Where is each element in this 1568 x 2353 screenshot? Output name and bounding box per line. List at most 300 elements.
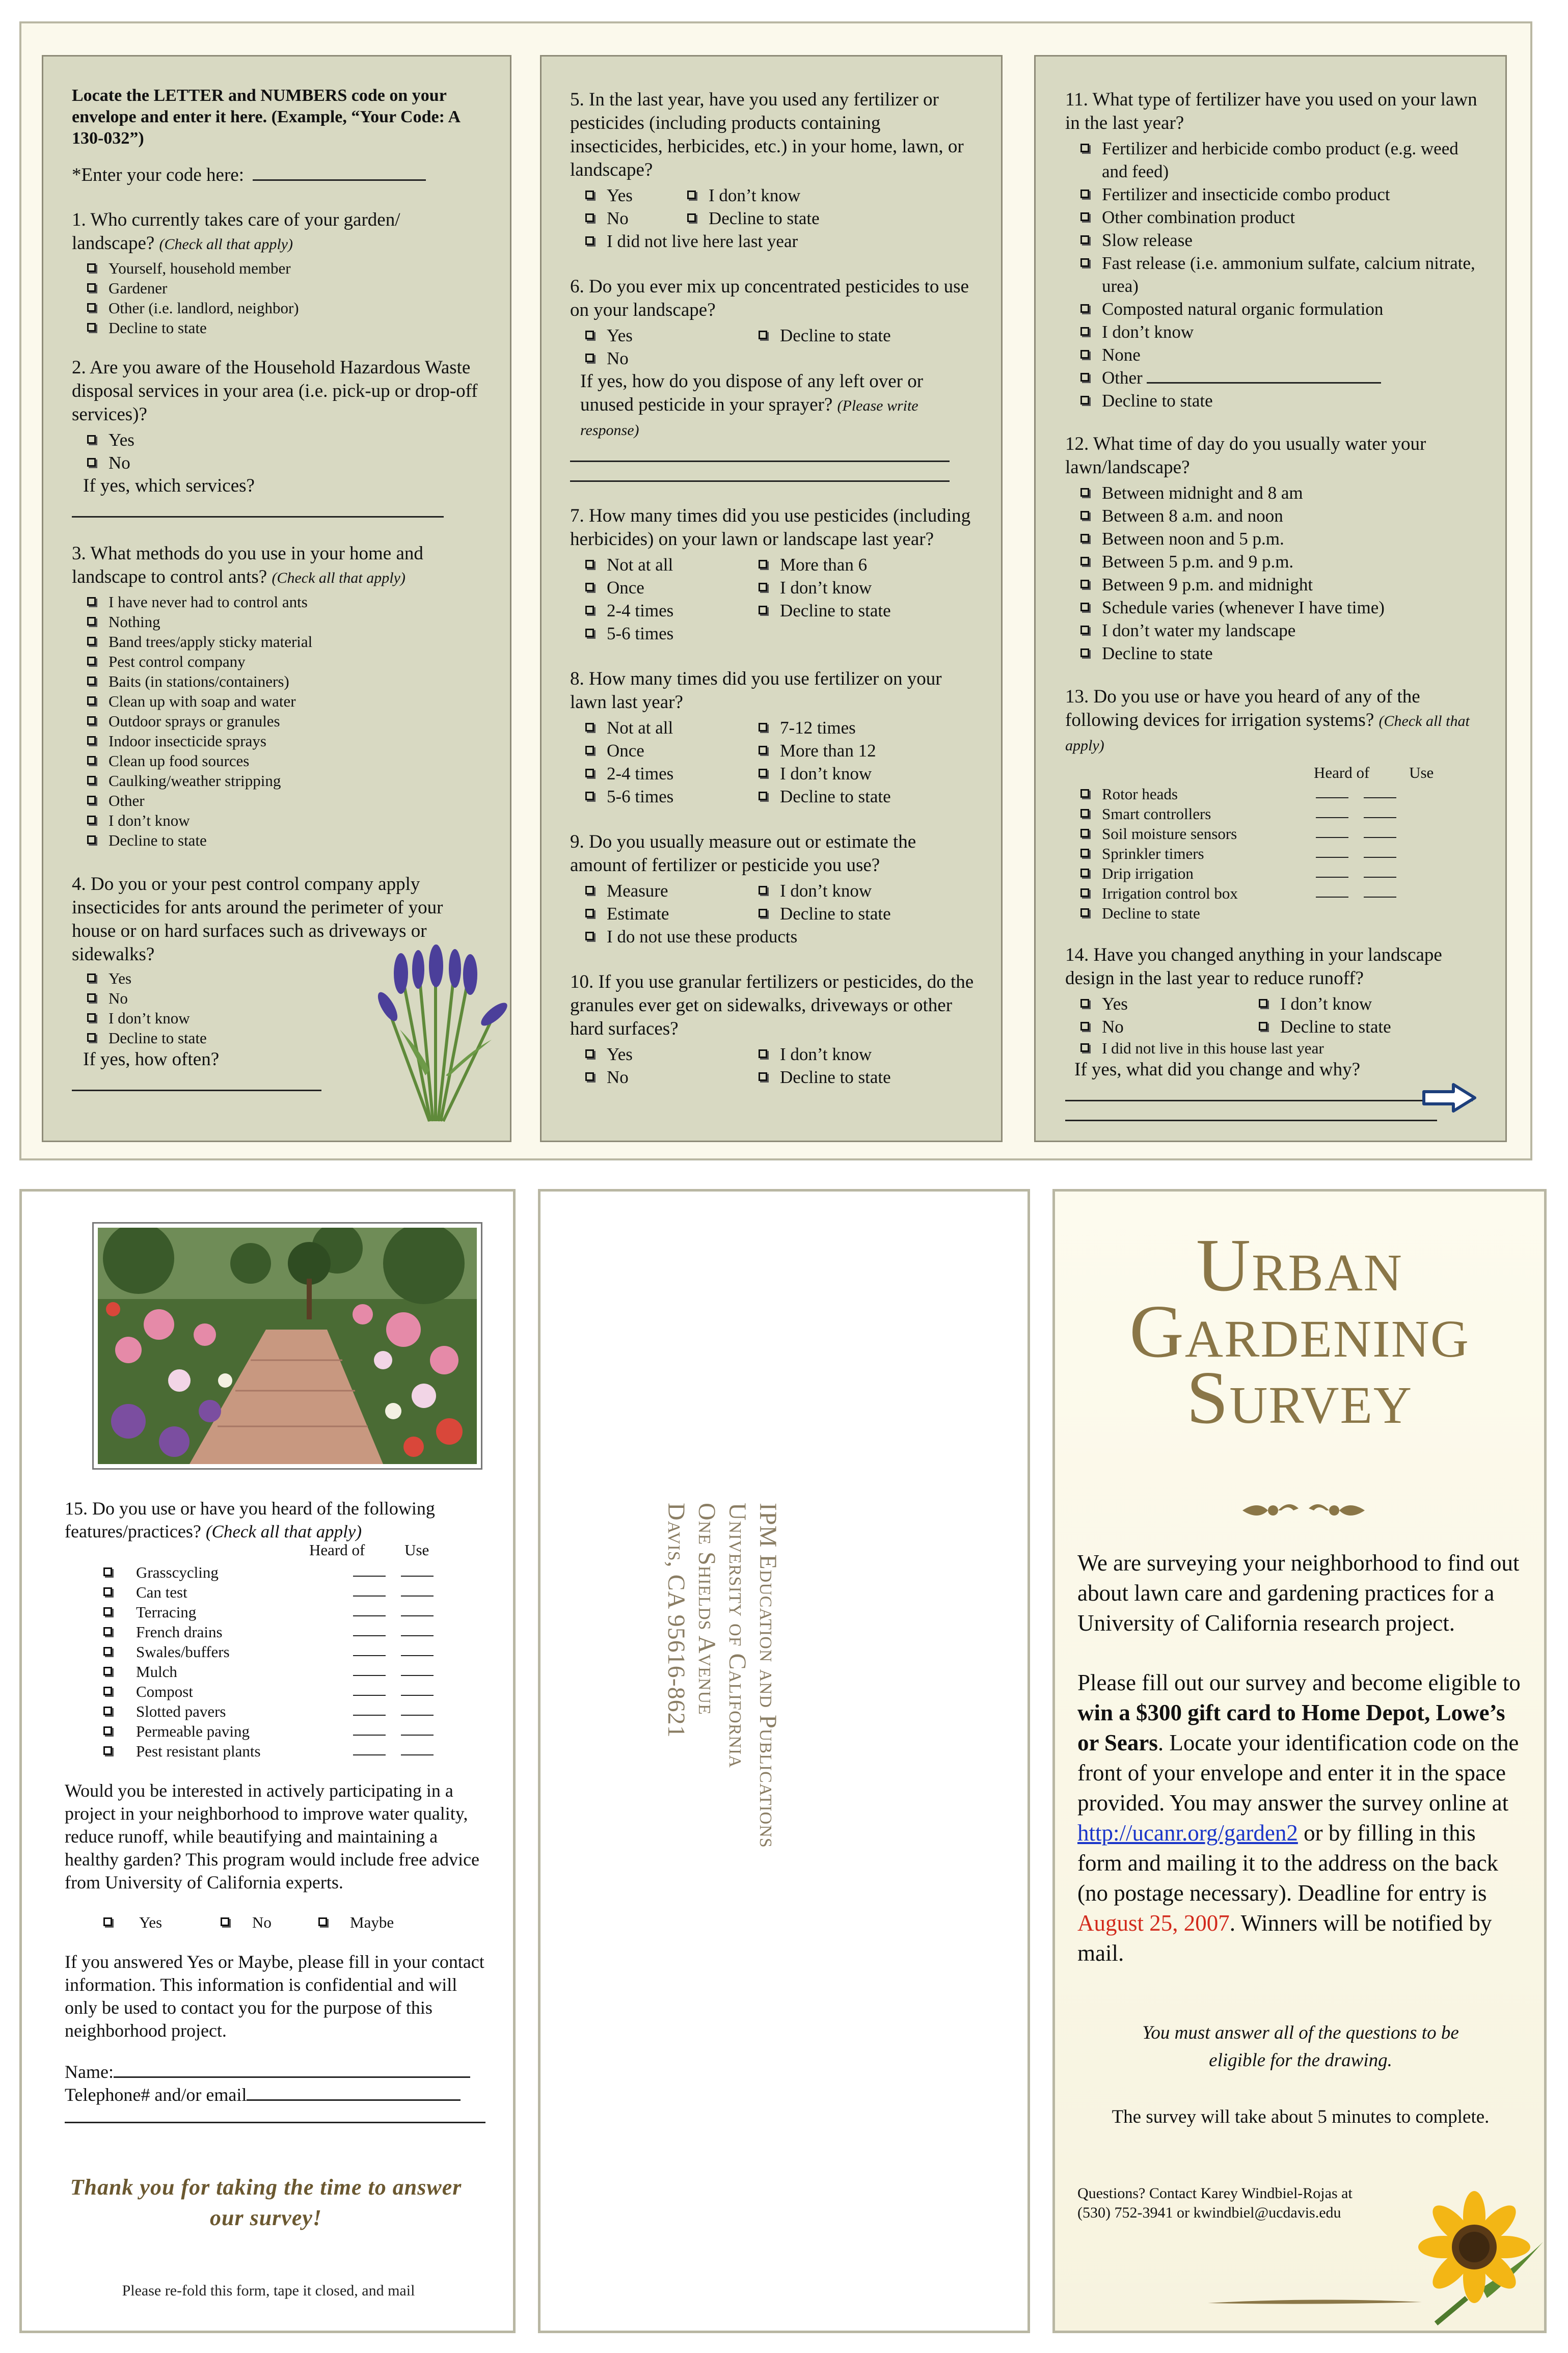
panel-questions-5-10 xyxy=(540,55,1003,1142)
checkbox-icon[interactable] xyxy=(585,723,594,732)
checkbox-icon[interactable] xyxy=(585,236,594,245)
question-13-header: Heard of Use xyxy=(1314,764,1434,781)
checkbox-icon[interactable] xyxy=(1080,626,1089,634)
q8-option[interactable]: I don’t know xyxy=(743,762,976,785)
garden-path-image xyxy=(98,1228,477,1464)
q3-option[interactable]: Pest control company xyxy=(72,652,479,671)
q3-option[interactable]: Decline to state xyxy=(72,830,479,850)
q14-option[interactable]: Yes xyxy=(1065,992,1243,1015)
q9-option[interactable]: I don’t know xyxy=(743,879,976,902)
q4-option[interactable]: I don’t know xyxy=(72,1008,479,1028)
heard-of-blank[interactable] xyxy=(1316,784,1348,798)
question-4-followup: If yes, how often? xyxy=(83,1049,220,1070)
question-14: 14. Have you changed anything in your landscape design in the last year to reduce runoff? xyxy=(1065,944,1442,989)
heard-of-blank[interactable] xyxy=(1316,863,1348,878)
eligibility-note: You must answer all of the questions to be eligible for the drawing. xyxy=(1142,2022,1459,2071)
checkbox-icon[interactable] xyxy=(87,816,96,824)
panel-cover xyxy=(1052,1189,1547,2333)
checkbox-icon[interactable] xyxy=(87,1033,96,1042)
title-line: Survey xyxy=(1186,1356,1413,1440)
answer-line[interactable] xyxy=(72,1071,321,1091)
q13-option[interactable]: Sprinkler timers xyxy=(1065,844,1480,863)
heard-of-blank[interactable] xyxy=(353,1642,386,1656)
q14-option[interactable]: Decline to state xyxy=(1243,1015,1480,1038)
address-line: University of California xyxy=(724,1503,751,1768)
checkbox-icon[interactable] xyxy=(585,769,594,777)
q6-option[interactable]: Yes xyxy=(570,324,743,347)
q7-option[interactable]: Not at all xyxy=(570,553,743,576)
use-blank[interactable] xyxy=(401,1682,434,1696)
checkbox-icon[interactable] xyxy=(87,973,96,982)
heard-of-blank[interactable] xyxy=(1316,844,1348,858)
q1-option[interactable]: Decline to state xyxy=(72,318,479,338)
heard-of-blank[interactable] xyxy=(353,1701,386,1716)
code-instructions: Locate the LETTER and NUMBERS code on your envelope and enter it here. (Example, “Your Code: A 130-032”) xyxy=(72,86,460,148)
checkbox-icon[interactable] xyxy=(87,263,96,272)
answer-line[interactable] xyxy=(1065,1081,1473,1101)
checkbox-icon[interactable] xyxy=(1080,511,1089,520)
use-blank[interactable] xyxy=(401,1622,434,1636)
q3-option[interactable]: Caulking/weather stripping xyxy=(72,771,479,791)
checkbox-icon[interactable] xyxy=(1080,1043,1089,1052)
q10-option[interactable]: Decline to state xyxy=(743,1066,976,1089)
checkbox-icon[interactable] xyxy=(103,1687,112,1695)
interest-option-yes[interactable]: Yes xyxy=(65,1912,221,1932)
q12-option[interactable]: Decline to state xyxy=(1065,642,1480,665)
checkbox-icon[interactable] xyxy=(221,1917,229,1926)
q4-option[interactable]: Yes xyxy=(72,968,479,988)
question-8-options xyxy=(570,714,976,808)
q7-option[interactable]: Once xyxy=(570,576,743,599)
checkbox-icon[interactable] xyxy=(585,909,594,917)
heard-of-blank[interactable] xyxy=(353,1662,386,1676)
checkbox-icon[interactable] xyxy=(1080,849,1089,857)
checkbox-icon[interactable] xyxy=(687,191,696,199)
q9-option[interactable]: Decline to state xyxy=(743,902,976,925)
q9-option[interactable]: I do not use these products xyxy=(570,925,976,948)
checkbox-icon[interactable] xyxy=(1080,235,1089,244)
checkbox-icon[interactable] xyxy=(585,1049,594,1058)
checkbox-icon[interactable] xyxy=(585,560,594,569)
phone-email-input-line[interactable] xyxy=(247,2084,461,2101)
q8-option[interactable]: 5-6 times xyxy=(570,785,743,808)
checkbox-icon[interactable] xyxy=(87,1013,96,1022)
q15-option[interactable]: Permeable paving xyxy=(65,1721,493,1741)
checkbox-icon[interactable] xyxy=(759,606,767,614)
q15-option[interactable]: Pest resistant plants xyxy=(65,1741,493,1761)
answer-line[interactable] xyxy=(1065,1101,1437,1121)
address-line: One Shields Avenue xyxy=(693,1503,720,1715)
cover-intro: We are surveying your neighborhood to find out about lawn care and gardening practices for a University of California research project. xyxy=(1077,1550,1520,1636)
checkbox-icon[interactable] xyxy=(1259,1022,1267,1031)
q10-option[interactable]: Yes xyxy=(570,1043,743,1066)
q13-option[interactable]: Rotor heads xyxy=(1065,784,1480,804)
q3-option[interactable]: Nothing xyxy=(72,612,479,632)
q15-option[interactable]: French drains xyxy=(65,1622,493,1642)
contact-instructions: If you answered Yes or Maybe, please fill in your contact information. This information is confidential and will only be used to contact you for the purpose of this neighborhood project. xyxy=(65,1952,484,2041)
q2-option[interactable]: Yes xyxy=(72,428,479,451)
checkbox-icon[interactable] xyxy=(759,331,767,339)
q8-option[interactable]: 7-12 times xyxy=(743,716,976,739)
checkbox-icon[interactable] xyxy=(1080,809,1089,818)
q6-option[interactable]: No xyxy=(570,347,743,370)
q14-option[interactable]: I don’t know xyxy=(1243,992,1480,1015)
q13-option[interactable]: Soil moisture sensors xyxy=(1065,824,1480,844)
q3-option[interactable]: I don’t know xyxy=(72,810,479,830)
next-arrow-icon[interactable] xyxy=(1422,1081,1478,1114)
panel-questions-1-4 xyxy=(42,55,511,1142)
question-1-options xyxy=(72,258,479,338)
use-blank[interactable] xyxy=(1364,804,1396,818)
q7-option[interactable]: 2-4 times xyxy=(570,599,743,622)
use-blank[interactable] xyxy=(401,1602,434,1616)
checkbox-icon[interactable] xyxy=(103,1647,112,1656)
brush-stroke-divider xyxy=(1208,2297,1422,2307)
checkbox-icon[interactable] xyxy=(1080,373,1089,382)
q15-option[interactable]: Swales/buffers xyxy=(65,1642,493,1662)
checkbox-icon[interactable] xyxy=(87,736,96,745)
use-blank[interactable] xyxy=(1364,784,1396,798)
checkbox-icon[interactable] xyxy=(87,303,96,312)
q7-option[interactable]: More than 6 xyxy=(743,553,976,576)
checkbox-icon[interactable] xyxy=(87,617,96,626)
use-blank[interactable] xyxy=(1364,863,1396,878)
question-12: 12. What time of day do you usually water your lawn/landscape? xyxy=(1065,434,1426,478)
checkbox-icon[interactable] xyxy=(1080,648,1089,657)
interest-options xyxy=(65,1912,493,1932)
question-9-options xyxy=(570,879,976,925)
q11-option[interactable]: Fast release (i.e. ammonium sulfate, calcium nitrate, urea) xyxy=(1065,252,1480,297)
q15-option[interactable]: Slotted pavers xyxy=(65,1701,493,1721)
q1-option[interactable]: Other (i.e. landlord, neighbor) xyxy=(72,298,479,318)
panel-mailing-address xyxy=(538,1189,1030,2333)
q1-option[interactable]: Gardener xyxy=(72,278,479,298)
checkbox-icon[interactable] xyxy=(585,746,594,754)
q13-option[interactable]: Smart controllers xyxy=(1065,804,1480,824)
checkbox-icon[interactable] xyxy=(1080,908,1089,917)
q6-option[interactable]: Decline to state xyxy=(743,324,976,347)
q5-option[interactable]: I did not live here last year xyxy=(570,230,976,253)
q1-option[interactable]: Yourself, household member xyxy=(72,258,479,278)
checkbox-icon[interactable] xyxy=(1080,258,1089,267)
q3-option[interactable]: Band trees/apply sticky material xyxy=(72,632,479,652)
question-5-options xyxy=(570,184,976,230)
checkbox-icon[interactable] xyxy=(759,769,767,777)
checkbox-icon[interactable] xyxy=(585,606,594,614)
checkbox-icon[interactable] xyxy=(87,283,96,292)
checkbox-icon[interactable] xyxy=(87,696,96,705)
checkbox-icon[interactable] xyxy=(87,597,96,606)
checkbox-icon[interactable] xyxy=(1080,789,1089,798)
completion-time: The survey will take about 5 minutes to complete. xyxy=(1112,2106,1490,2127)
heard-of-blank[interactable] xyxy=(353,1602,386,1616)
checkbox-icon[interactable] xyxy=(1080,190,1089,198)
q8-option[interactable]: Once xyxy=(570,739,743,762)
checkbox-icon[interactable] xyxy=(1080,888,1089,897)
garden-path-photo xyxy=(92,1222,482,1470)
question-6-options xyxy=(570,324,976,370)
checkbox-icon[interactable] xyxy=(1080,869,1089,877)
q13-option[interactable]: Irrigation control box xyxy=(1065,883,1480,903)
checkbox-icon[interactable] xyxy=(585,1072,594,1081)
checkbox-icon[interactable] xyxy=(1080,144,1089,152)
checkbox-icon[interactable] xyxy=(585,583,594,591)
q11-option[interactable]: Slow release xyxy=(1065,229,1480,252)
refold-instructions: Please re-fold this form, tape it closed, and mail xyxy=(122,2282,415,2299)
checkbox-icon[interactable] xyxy=(759,560,767,569)
code-input-line[interactable] xyxy=(253,164,426,181)
question-3-options xyxy=(72,592,479,850)
checkbox-icon[interactable] xyxy=(585,932,594,940)
checkbox-icon[interactable] xyxy=(103,1917,112,1926)
checkbox-icon[interactable] xyxy=(585,792,594,800)
survey-link[interactable]: http://ucanr.org/garden2 xyxy=(1077,1820,1298,1846)
heard-of-blank[interactable] xyxy=(353,1622,386,1636)
checkbox-icon[interactable] xyxy=(585,354,594,362)
checkbox-icon[interactable] xyxy=(87,637,96,645)
answer-line[interactable] xyxy=(72,498,444,518)
question-2-followup: If yes, which services? xyxy=(83,475,255,496)
phone-email-row: Telephone# and/or email xyxy=(65,2084,493,2106)
checkbox-icon[interactable] xyxy=(1080,350,1089,359)
q11-option[interactable]: Other combination product xyxy=(1065,206,1480,229)
checkbox-icon[interactable] xyxy=(103,1746,112,1755)
use-blank[interactable] xyxy=(401,1562,434,1577)
checkbox-icon[interactable] xyxy=(1080,557,1089,565)
answer-line[interactable] xyxy=(570,442,950,462)
q15-option[interactable]: Mulch xyxy=(65,1662,493,1682)
q3-option[interactable]: Outdoor sprays or granules xyxy=(72,711,479,731)
checkbox-icon[interactable] xyxy=(1259,999,1267,1008)
q13-option[interactable]: Decline to state xyxy=(1065,903,1480,923)
question-13: 13. Do you use or have you heard of any of the following devices for irrigation systems? (Check all that apply) xyxy=(1065,686,1470,754)
checkbox-icon[interactable] xyxy=(87,796,96,804)
q2-option[interactable]: No xyxy=(72,451,479,474)
question-1 xyxy=(72,208,479,256)
checkbox-icon[interactable] xyxy=(103,1587,112,1596)
checkbox-icon[interactable] xyxy=(1080,603,1089,611)
checkbox-icon[interactable] xyxy=(87,835,96,844)
q9-option[interactable]: Measure xyxy=(570,879,743,902)
checkbox-icon[interactable] xyxy=(87,993,96,1002)
checkbox-icon[interactable] xyxy=(103,1667,112,1675)
checkbox-icon[interactable] xyxy=(1080,396,1089,404)
q9-option[interactable]: Estimate xyxy=(570,902,743,925)
heard-of-blank[interactable] xyxy=(353,1741,386,1755)
q10-option[interactable]: I don’t know xyxy=(743,1043,976,1066)
checkbox-icon[interactable] xyxy=(759,909,767,917)
checkbox-icon[interactable] xyxy=(1080,212,1089,221)
q3-option[interactable]: Clean up food sources xyxy=(72,751,479,771)
checkbox-icon[interactable] xyxy=(103,1707,112,1715)
q3-option[interactable]: Other xyxy=(72,791,479,810)
contact-info: Questions? Contact Karey Windbiel-Rojas at (530) 752-3941 or kwindbiel@ucdavis.edu xyxy=(1077,2185,1353,2221)
checkbox-icon[interactable] xyxy=(87,657,96,665)
name-row: Name: xyxy=(65,2061,493,2084)
q11-option[interactable]: Composted natural organic formulation xyxy=(1065,297,1480,320)
checkbox-icon[interactable] xyxy=(1080,580,1089,588)
question-15: 15. Do you use or have you heard of the following features/practices? (Check all that apply) xyxy=(65,1498,435,1541)
heard-of-blank[interactable] xyxy=(353,1682,386,1696)
checkbox-icon[interactable] xyxy=(87,458,96,467)
thank-you-message: Thank you for taking the time to answer our survey! xyxy=(70,2175,462,2230)
checkbox-icon[interactable] xyxy=(1080,534,1089,543)
q7-option[interactable]: Decline to state xyxy=(743,599,976,622)
q3-option[interactable]: Clean up with soap and water xyxy=(72,691,479,711)
use-blank[interactable] xyxy=(1364,883,1396,898)
other-input-line[interactable] xyxy=(1147,367,1381,384)
q7-option[interactable]: 5-6 times xyxy=(570,622,743,645)
checkbox-icon[interactable] xyxy=(759,1049,767,1058)
heard-of-blank[interactable] xyxy=(353,1582,386,1597)
q5-option[interactable]: Yes xyxy=(570,184,672,207)
question-7: 7. How many times did you use pesticides (including herbicides) on your lawn or landscape last year? xyxy=(570,505,971,550)
q4-option[interactable]: No xyxy=(72,988,479,1008)
cover-details: Please fill out our survey and become eligible to win a $300 gift card to Home Depot, Lowe’s or Sears. Locate your identification code on the front of your envelope and enter it in the space provided. You may answer the survey online at http://ucanr.org/garden2 or by filling in this form and mailing it to the address on the back (no postage necessary). Deadline for entry is August 25, 2007. Winners will be notified by mail. xyxy=(1077,1670,1521,1966)
q5-option[interactable]: I don’t know xyxy=(672,184,976,207)
checkbox-icon[interactable] xyxy=(103,1567,112,1576)
address-line: Davis, CA 95616-8621 xyxy=(663,1503,690,1738)
checkbox-icon[interactable] xyxy=(687,213,696,222)
checkbox-icon[interactable] xyxy=(1080,488,1089,497)
interest-option-maybe[interactable]: Maybe xyxy=(318,1912,394,1932)
interest-question: Would you be interested in actively participating in a project in your neighborhood to improve water quality, reduce runoff, while beautifying and maintaining a healthy garden? This program would include free advice from University of California experts. xyxy=(65,1780,480,1892)
checkbox-icon[interactable] xyxy=(759,1072,767,1081)
q11-option[interactable]: Fertilizer and insecticide combo product xyxy=(1065,183,1480,206)
question-9: 9. Do you usually measure out or estimate the amount of fertilizer or pesticide you use? xyxy=(570,831,916,876)
q15-option[interactable]: Grasscycling xyxy=(65,1562,493,1582)
checkbox-icon[interactable] xyxy=(87,756,96,765)
checkbox-icon[interactable] xyxy=(1080,327,1089,336)
checkbox-icon[interactable] xyxy=(585,886,594,895)
q8-option[interactable]: 2-4 times xyxy=(570,762,743,785)
q7-option[interactable]: I don’t know xyxy=(743,576,976,599)
checkbox-icon[interactable] xyxy=(87,677,96,685)
panel-questions-11-14 xyxy=(1034,55,1507,1142)
q4-option[interactable]: Decline to state xyxy=(72,1028,479,1048)
q11-option[interactable]: I don’t know xyxy=(1065,320,1480,343)
checkbox-icon[interactable] xyxy=(103,1726,112,1735)
q12-option[interactable]: I don’t water my landscape xyxy=(1065,619,1480,642)
checkbox-icon[interactable] xyxy=(585,213,594,222)
enter-code-row xyxy=(72,164,479,187)
checkbox-icon[interactable] xyxy=(87,323,96,332)
q14-option[interactable]: No xyxy=(1065,1015,1243,1038)
q11-option[interactable]: Decline to state xyxy=(1065,389,1480,412)
checkbox-icon[interactable] xyxy=(1080,999,1089,1008)
panel-question-15 xyxy=(19,1189,516,2333)
question-14-options xyxy=(1065,992,1480,1038)
ornament-divider-icon xyxy=(1237,1495,1370,1526)
q11-option[interactable]: None xyxy=(1065,343,1480,366)
checkbox-icon[interactable] xyxy=(759,723,767,732)
q12-option[interactable]: Between 8 a.m. and noon xyxy=(1065,504,1480,527)
checkbox-icon[interactable] xyxy=(318,1917,327,1926)
q11-option[interactable]: Other xyxy=(1065,366,1480,389)
q3-option[interactable]: Indoor insecticide sprays xyxy=(72,731,479,751)
use-blank[interactable] xyxy=(1364,824,1396,838)
heard-of-blank[interactable] xyxy=(1316,804,1348,818)
checkbox-icon[interactable] xyxy=(759,886,767,895)
q8-option[interactable]: Decline to state xyxy=(743,785,976,808)
q14-option[interactable]: I did not live in this house last year xyxy=(1065,1038,1480,1058)
q11-option[interactable]: Fertilizer and herbicide combo product (e.g. weed and feed) xyxy=(1065,137,1480,183)
heard-of-blank[interactable] xyxy=(353,1721,386,1736)
checkbox-icon[interactable] xyxy=(87,716,96,725)
q3-option[interactable]: I have never had to control ants xyxy=(72,592,479,612)
question-2-options xyxy=(72,428,479,474)
question-6-followup: If yes, how do you dispose of any left over or unused pesticide in your sprayer? (Please write response) xyxy=(580,371,924,439)
q5-option[interactable]: No xyxy=(570,207,672,230)
use-blank[interactable] xyxy=(401,1582,434,1597)
interest-option-no[interactable]: No xyxy=(221,1912,318,1932)
title-line: Gardening xyxy=(1129,1290,1470,1373)
prize-text: win a $300 gift card to Home Depot, Lowe’s or Sears xyxy=(1077,1700,1505,1755)
checkbox-icon[interactable] xyxy=(103,1627,112,1636)
q12-option[interactable]: Schedule varies (whenever I have time) xyxy=(1065,596,1480,619)
use-blank[interactable] xyxy=(1364,844,1396,858)
checkbox-icon[interactable] xyxy=(103,1607,112,1616)
checkbox-icon[interactable] xyxy=(1080,1022,1089,1031)
q15-option[interactable]: Terracing xyxy=(65,1602,493,1622)
q8-option[interactable]: More than 12 xyxy=(743,739,976,762)
question-15-header: Heard of Use xyxy=(309,1541,429,1559)
q12-option[interactable]: Between 5 p.m. and 9 p.m. xyxy=(1065,550,1480,573)
use-blank[interactable] xyxy=(401,1662,434,1676)
checkbox-icon[interactable] xyxy=(759,583,767,591)
question-11-options xyxy=(1065,137,1480,412)
checkbox-icon[interactable] xyxy=(87,776,96,785)
q12-option[interactable]: Between noon and 5 p.m. xyxy=(1065,527,1480,550)
question-3: 3. What methods do you use in your home and landscape to control ants? (Check all that apply) xyxy=(72,543,423,587)
question-10: 10. If you use granular fertilizers or pesticides, do the granules ever get on sidewalks, driveways or other hard surfaces? xyxy=(570,971,974,1039)
use-blank[interactable] xyxy=(401,1701,434,1716)
checkbox-icon[interactable] xyxy=(759,746,767,754)
answer-line[interactable] xyxy=(65,2106,485,2123)
heard-of-blank[interactable] xyxy=(353,1562,386,1577)
heard-of-blank[interactable] xyxy=(1316,883,1348,898)
q13-option[interactable]: Drip irrigation xyxy=(1065,863,1480,883)
use-blank[interactable] xyxy=(401,1721,434,1736)
checkbox-icon[interactable] xyxy=(1080,829,1089,837)
question-6: 6. Do you ever mix up concentrated pesticides to use on your landscape? xyxy=(570,276,969,320)
checkbox-icon[interactable] xyxy=(759,792,767,800)
q3-option[interactable]: Baits (in stations/containers) xyxy=(72,671,479,691)
q8-option[interactable]: Not at all xyxy=(570,716,743,739)
q10-option[interactable]: No xyxy=(570,1066,743,1089)
q15-option[interactable]: Compost xyxy=(65,1682,493,1701)
q12-option[interactable]: Between midnight and 8 am xyxy=(1065,481,1480,504)
address-line: IPM Education and Publications xyxy=(754,1503,781,1848)
checkbox-icon[interactable] xyxy=(1080,304,1089,313)
checkbox-icon[interactable] xyxy=(87,435,96,444)
name-input-line[interactable] xyxy=(114,2061,470,2078)
q15-option[interactable]: Can test xyxy=(65,1582,493,1602)
question-1-text: 1. Who currently takes care of your garden/ landscape? xyxy=(72,209,400,254)
checkbox-icon[interactable] xyxy=(585,331,594,339)
question-15-options xyxy=(65,1562,493,1761)
use-blank[interactable] xyxy=(401,1642,434,1656)
use-blank[interactable] xyxy=(401,1741,434,1755)
q5-option[interactable]: Decline to state xyxy=(672,207,976,230)
sunflower-illustration xyxy=(1405,2181,1543,2329)
checkbox-icon[interactable] xyxy=(585,191,594,199)
heard-of-blank[interactable] xyxy=(1316,824,1348,838)
q12-option[interactable]: Between 9 p.m. and midnight xyxy=(1065,573,1480,596)
title-line: Urban xyxy=(1196,1224,1403,1307)
answer-line[interactable] xyxy=(570,462,950,482)
checkbox-icon[interactable] xyxy=(585,629,594,637)
